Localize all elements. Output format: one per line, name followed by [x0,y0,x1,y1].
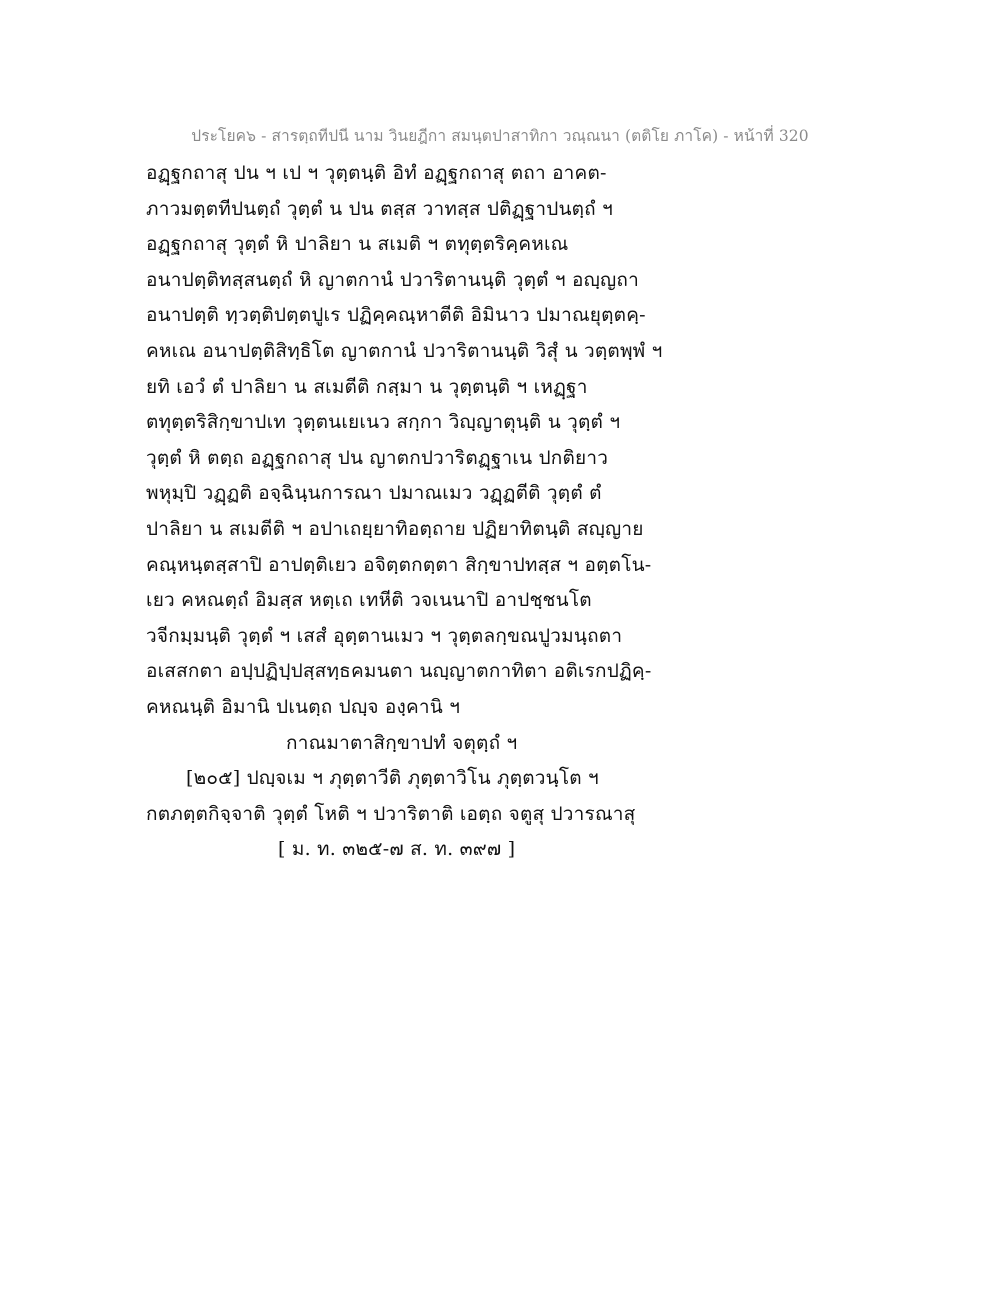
text-line: ตทุตฺตริสิกฺขาปเท วุตฺตนเยเนว สกฺกา วิญฺญาตุนฺติ น วุตฺตํ ฯ [146,411,621,434]
text-line: กตภตฺตกิจฺจาติ วุตฺตํ โหติ ฯ ปวาริตาติ เอตฺถ จตูสุ ปวารณาสุ [146,802,636,825]
text-line: วุตฺตํ หิ ตตฺถ อฏฺฐกถาสุ ปน ญาตกปวาริตฏฺฐาเน ปกติยาว [146,446,609,469]
text-line: คหณนฺติ อิมานิ ปเนตฺถ ปญฺจ องฺคานิ ฯ [146,695,461,718]
section-title: กาณมาตาสิกฺขาปทํ จตุตฺถํ ฯ [286,731,518,754]
document-body [146,156,866,868]
reference-note: [ ม. ท. ๓๒๕-๗ ส. ท. ๓๙๗ ] [278,838,516,861]
text-line: เยว คหณตฺถํ อิมสฺส หตฺเถ เทหีติ วจเนนาปิ อาปชฺชนโต [146,589,592,612]
text-line: [๒๐๕] ปญฺจเม ฯ ภุตฺตาวีติ ภุตฺตาวิโน ภุตฺตวนฺโต ฯ [186,767,599,790]
text-line: อเสสกตา อปฺปฏิปฺปสฺสทฺธคมนตา นญฺญาตกาทิตา อติเรกปฏิคฺ- [146,660,652,683]
text-line: อฏฺฐกถาสุ วุตฺตํ หิ ปาลิยา น สเมติ ฯ ตทุตฺตริคฺคหเณ [146,233,569,256]
page-header: ประโยค๖ - สารตฺถทีปนี นาม วินยฎีกา สมนฺตปาสาทิกา วณฺณนา (ตติโย ภาโค) - หน้าที่ 320 [191,127,809,145]
text-line: คณฺหนฺตสฺสาปิ อาปตฺติเยว อจิตฺตกตฺตา สิกฺขาปทสฺส ฯ อตฺตโน- [146,553,652,576]
text-line: ภาวมตฺตทีปนตฺถํ วุตฺตํ น ปน ตสฺส วาทสฺส ปติฏฺฐาปนตฺถํ ฯ [146,197,613,220]
text-line: ปาลิยา น สเมตีติ ฯ อปาเถยฺยาทิอตฺถาย ปฏิยาทิตนฺติ สญฺญาย [146,517,644,540]
text-line: อนาปตฺติ ทฺวตฺติปตฺตปูเร ปฏิคฺคณฺหาตีติ อิมินาว ปมาณยุตฺตคฺ- [146,304,646,327]
text-line: คหเณ อนาปตฺติสิทฺธิโต ญาตกานํ ปวาริตานนฺติ วิสุํ น วตฺตพฺพํ ฯ [146,339,663,362]
text-line: ยทิ เอวํ ตํ ปาลิยา น สเมตีติ กสฺมา น วุตฺตนฺติ ฯ เหฏฺฐา [146,375,588,398]
text-line: อฏฺฐกถาสุ ปน ฯ เป ฯ วุตฺตนฺติ อิทํ อฏฺฐกถาสุ ตถา อาคต- [146,162,607,184]
text-line: อนาปตฺติทสฺสนตฺถํ หิ ญาตกานํ ปวาริตานนฺติ วุตฺตํ ฯ อญฺญถา [146,268,639,291]
text-line: พหุมฺปิ วฏฺฏติ อจฺฉินฺนการณา ปมาณเมว วฏฺฏตีติ วุตฺตํ ตํ [146,482,602,505]
text-line: วจีกมฺมนฺติ วุตฺตํ ฯ เสสํ อุตฺตานเมว ฯ วุตฺตลกฺขณปูวมนฺถตา [146,624,623,647]
